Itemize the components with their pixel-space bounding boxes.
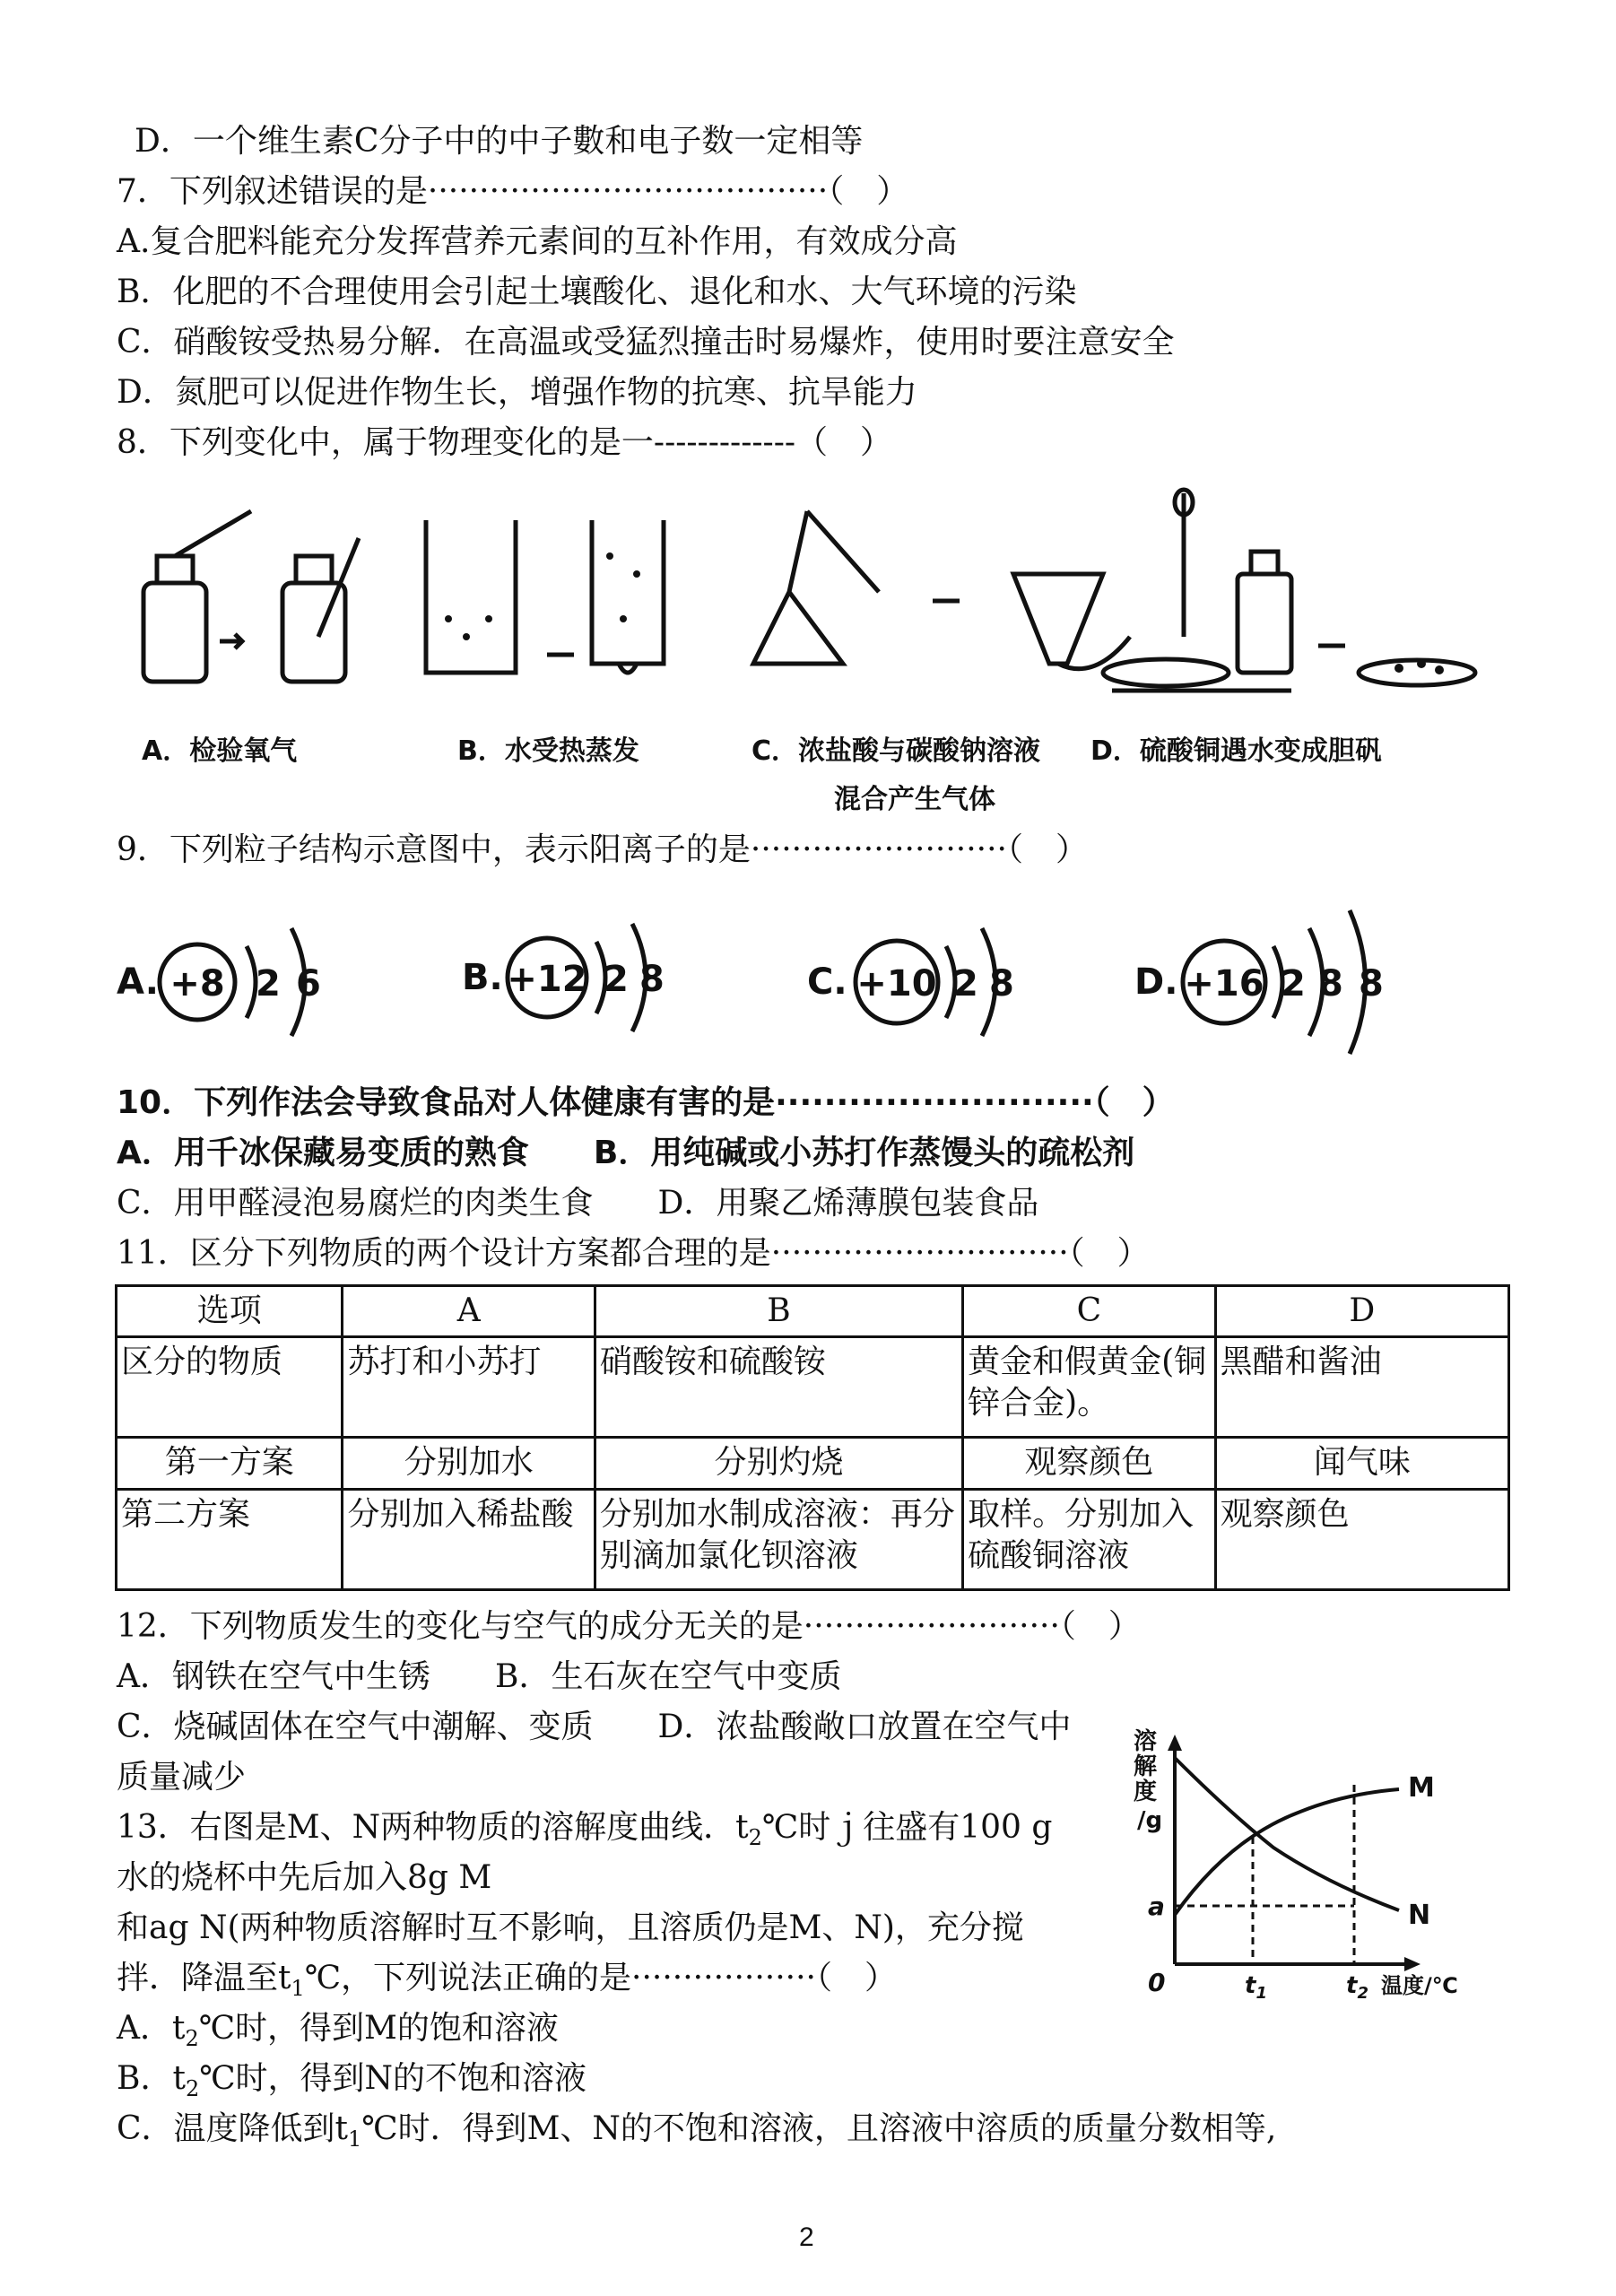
q13-option-b: B．$t_2℃$时，得到N的不饱和溶液 [117, 2060, 586, 2101]
q7-stem: 7．下列叙述错误的是·······································（ ） [117, 173, 909, 210]
y-axis-label-3: 度 [1134, 1779, 1158, 1805]
table-cell: 观察颜色 [1215, 1490, 1508, 1590]
atom-d-shell-3: 8 [1359, 963, 1384, 1004]
q8-caption-d: D．硫酸铜遇水变成胆矾 [1090, 735, 1382, 767]
q13-stem-1: 13．右图是M、N两种物质的溶解度曲线．$t_2℃$时ｊ往盛有100 g [117, 1809, 1053, 1850]
atom-d-shell-2: 8 [1318, 963, 1343, 1004]
solubility-chart [1121, 1722, 1507, 2009]
y-axis-label-2: 解 [1134, 1753, 1158, 1780]
table-cell: 分别灼烧 [595, 1438, 962, 1490]
atom-d-shell-1: 2 [1281, 963, 1306, 1004]
series-n-line [1175, 1758, 1399, 1910]
q13-stem-2: 水的烧杯中先后加入8g M [117, 1859, 492, 1896]
y-axis-label-4: /g [1137, 1807, 1163, 1834]
table-cell: 苏打和小苏打 [343, 1337, 595, 1438]
q11-options-table [115, 1284, 1510, 1591]
q12-options-ab: A．钢铁在空气中生锈 B．生石灰在空气中变质 [117, 1658, 842, 1695]
q9-atom-diagrams [108, 897, 1507, 1067]
q10-stem: 10．下列作法会导致食品对人体健康有害的是··························（ ） [117, 1084, 1175, 1121]
table-cell: 硝酸铵和硫酸铵 [595, 1337, 962, 1438]
x-axis-arrow [1404, 1957, 1421, 1971]
atom-a-shell-2: 6 [296, 963, 321, 1004]
q8-caption-c: C．浓盐酸与碳酸钠溶液 [752, 735, 1041, 767]
q7-option-a: A.复合肥料能充分发挥营养元素间的互补作用，有效成分高 [117, 223, 958, 260]
table-cell: 第二方案 [117, 1490, 343, 1590]
page-number: 2 [799, 2222, 814, 2252]
atom-b-nucleus: +12 [507, 959, 587, 1000]
q10-options-ab: A．用千冰保藏易变质的熟食 B．用纯碱或小苏打作蒸馒头的疏松剂 [117, 1135, 1135, 1171]
q12-options-cd-cont: 质量减少 [117, 1759, 247, 1796]
q7-option-b: B．化肥的不合理使用会引起土壤酸化、退化和水、大气环境的污染 [117, 274, 1077, 310]
atom-c-shell-2: 8 [989, 963, 1014, 1004]
x-axis-label: 温度/℃ [1381, 1973, 1458, 1998]
series-n-label: N [1408, 1900, 1431, 1931]
q8-stem: 8．下列变化中，属于物理变化的是一-------------（ ） [117, 424, 893, 461]
atom-c-shell-1: 2 [953, 963, 978, 1004]
q13-option-c: C．温度降低到$t_1℃$时．得到M、N的不饱和溶液，且溶液中溶质的质量分数相等, [117, 2110, 1277, 2152]
x-tick-t2: $t_2$ [1346, 1972, 1368, 2003]
atom-a-nucleus: +8 [169, 963, 225, 1004]
y-axis-arrow [1168, 1735, 1182, 1751]
q8-caption-a: A．检验氧气 [142, 735, 298, 767]
table-cell: 区分的物质 [117, 1337, 343, 1438]
table-cell: 闻气味 [1215, 1438, 1508, 1490]
q8-apparatus-illustration [108, 484, 1507, 709]
atom-c-label: C. [807, 961, 847, 1003]
q12-stem: 12．下列物质发生的变化与空气的成分无关的是·························（ ） [117, 1608, 1141, 1645]
q9-stem: 9．下列粒子结构示意图中，表示阳离子的是·························（ ） [117, 831, 1088, 868]
table-cell: 黄金和假黄金(铜锌合金)。 [963, 1337, 1216, 1438]
table-header-cell: B [595, 1286, 962, 1337]
table-header-cell: 选项 [117, 1286, 343, 1337]
atom-d-nucleus: +16 [1184, 963, 1264, 1004]
table-header-cell: D [1215, 1286, 1508, 1337]
atom-d-label: D. [1134, 961, 1178, 1003]
q13-stem-4: 拌．降温至$t_1℃$，下列说法正确的是··················（ ） [117, 1960, 898, 2001]
table-cell: 观察颜色 [963, 1438, 1216, 1490]
table-cell: 分别加水制成溶液：再分别滴加氯化钡溶液 [595, 1490, 962, 1590]
q6-option-d: D．一个维生素C分子中的中子數和电子数一定相等 [135, 123, 864, 160]
q8-caption-b: B．水受热蒸发 [457, 735, 639, 767]
atom-a-label: A. [117, 961, 159, 1003]
atom-b-label: B. [462, 957, 503, 998]
x-tick-t1: $t_1$ [1245, 1972, 1267, 2003]
table-cell: 第一方案 [117, 1438, 343, 1490]
q12-options-cd: C．烧碱固体在空气中潮解、变质 D．浓盐酸敞口放置在空气中 [117, 1709, 1072, 1745]
q7-option-d: D．氮肥可以促进作物生长，增强作物的抗寒、抗旱能力 [117, 374, 917, 411]
table-cell: 分别加入稀盐酸 [343, 1490, 595, 1590]
series-m-label: M [1408, 1772, 1435, 1804]
origin-label: 0 [1148, 1968, 1166, 1997]
atom-b-shell-2: 8 [639, 959, 665, 1000]
q7-option-c: C．硝酸铵受热易分解．在高温或受猛烈撞击时易爆炸，使用时要注意安全 [117, 324, 1175, 361]
table-header-cell: A [343, 1286, 595, 1337]
y-axis-label-1: 溶 [1134, 1728, 1158, 1755]
table-cell: 分别加水 [343, 1438, 595, 1490]
q8-caption-c-cont: 混合产生气体 [834, 784, 995, 815]
q11-stem: 11．区分下列物质的两个设计方案都合理的是·····························（ ） [117, 1235, 1150, 1272]
atom-a-shell-1: 2 [256, 963, 281, 1004]
q13-option-a: A．$t_2℃$时，得到M的饱和溶液 [117, 2010, 559, 2051]
table-cell: 黑醋和酱油 [1215, 1337, 1508, 1438]
q10-options-cd: C．用甲醛浸泡易腐烂的肉类生食 D．用聚乙烯薄膜包装食品 [117, 1185, 1039, 1222]
table-cell: 取样。分别加入硫酸铜溶液 [963, 1490, 1216, 1590]
table-header-cell: C [963, 1286, 1216, 1337]
q13-stem-3: 和ag N(两种物质溶解时互不影响，且溶质仍是M、N)，充分搅 [117, 1909, 1024, 1946]
y-tick-a: a [1148, 1892, 1165, 1921]
atom-c-nucleus: +10 [856, 963, 937, 1004]
atom-b-shell-1: 2 [604, 959, 629, 1000]
